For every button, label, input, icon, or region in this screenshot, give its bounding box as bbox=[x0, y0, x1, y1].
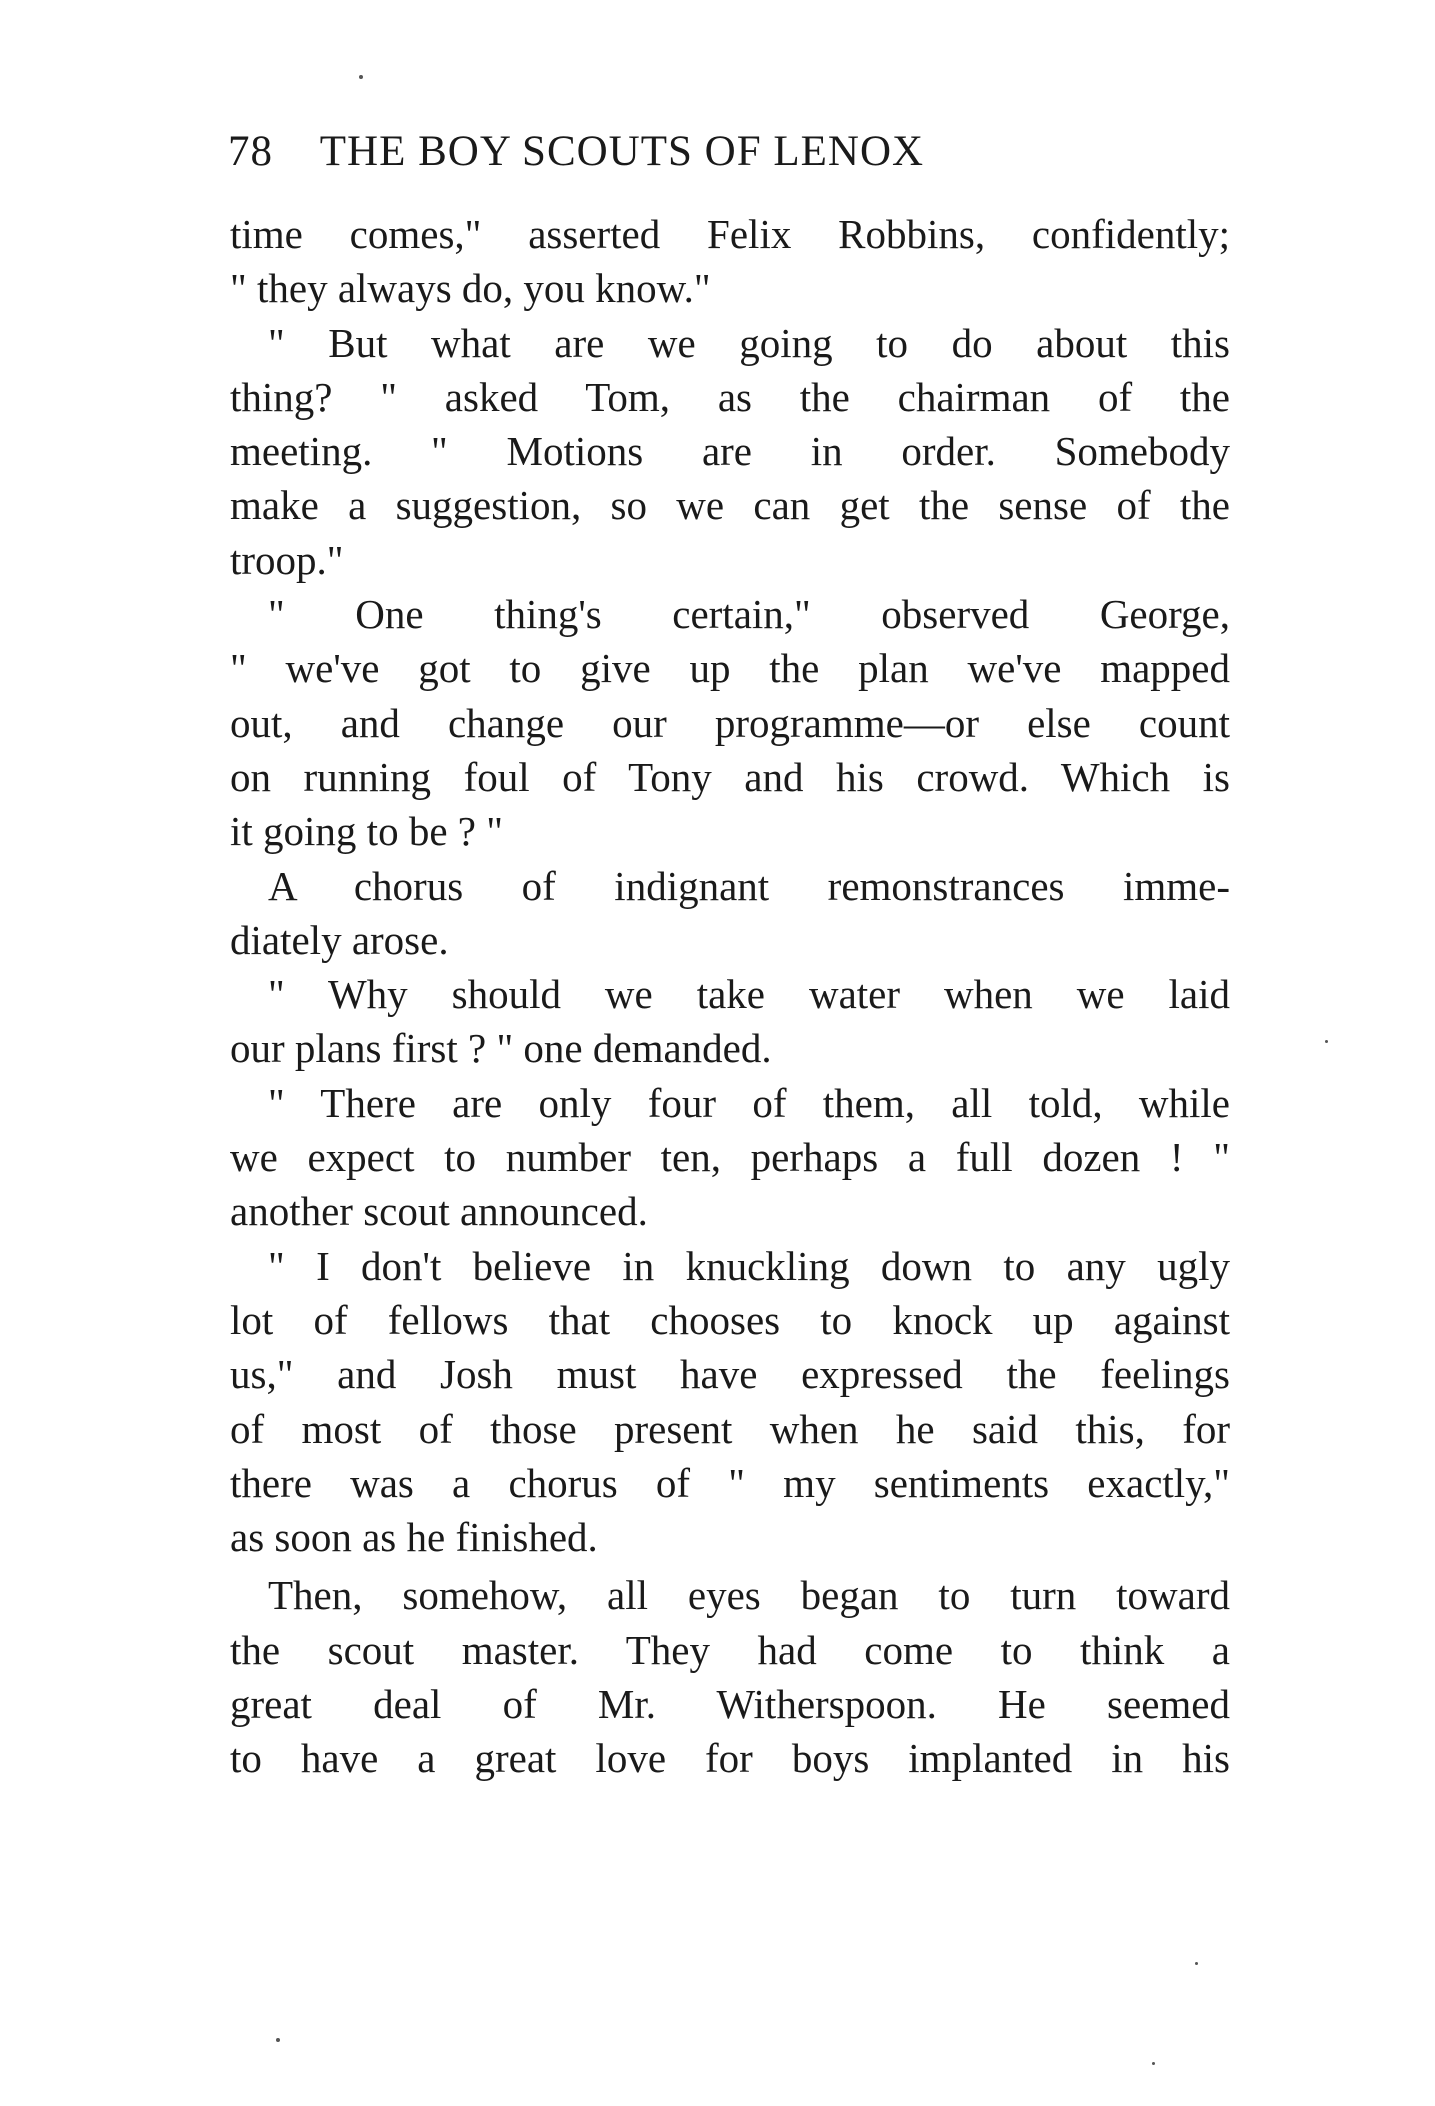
scan-speck bbox=[1325, 1040, 1328, 1043]
text-line: " There are only four of them, all told, while bbox=[268, 1079, 1230, 1126]
text-line: on running foul of Tony and his crowd. Which is bbox=[230, 753, 1230, 800]
text-line: " I don't believe in knuckling down to any ugly bbox=[268, 1242, 1230, 1289]
scan-speck bbox=[276, 2038, 280, 2042]
scan-speck bbox=[1152, 2062, 1155, 2065]
text-line: there was a chorus of " my sentiments exactly," bbox=[230, 1459, 1230, 1506]
text-line: thing? " asked Tom, as the chairman of the bbox=[230, 373, 1230, 420]
text-line: diately arose. bbox=[230, 916, 449, 963]
text-line: it going to be ? " bbox=[230, 808, 503, 855]
running-head bbox=[228, 122, 1248, 182]
scan-speck bbox=[359, 75, 363, 79]
text-line: A chorus of indignant remonstrances imme- bbox=[268, 862, 1230, 909]
text-line: as soon as he finished. bbox=[230, 1514, 598, 1561]
text-line: of most of those present when he said this, for bbox=[230, 1405, 1230, 1452]
text-line: us," and Josh must have expressed the feelings bbox=[230, 1351, 1230, 1398]
text-line: our plans first ? " one demanded. bbox=[230, 1025, 772, 1072]
text-line: the scout master. They had come to think a bbox=[230, 1626, 1230, 1673]
text-line: time comes," asserted Felix Robbins, confidently; bbox=[230, 211, 1230, 257]
text-line: another scout announced. bbox=[230, 1188, 648, 1235]
text-line: great deal of Mr. Witherspoon. He seemed bbox=[230, 1681, 1230, 1728]
text-line: " we've got to give up the plan we've mapped bbox=[230, 645, 1230, 692]
text-line: meeting. " Motions are in order. Somebody bbox=[230, 428, 1230, 475]
text-line: " But what are we going to do about this bbox=[268, 319, 1230, 366]
text-line: to have a great love for boys implanted in his bbox=[230, 1735, 1230, 1782]
text-line: make a suggestion, so we can get the sense of the bbox=[230, 482, 1230, 529]
text-line: lot of fellows that chooses to knock up against bbox=[230, 1296, 1230, 1343]
text-line: Then, somehow, all eyes began to turn toward bbox=[268, 1572, 1230, 1619]
running-title: THE BOY SCOUTS OF LENOX bbox=[319, 128, 925, 175]
text-line: troop." bbox=[230, 536, 344, 583]
text-line: we expect to number ten, perhaps a full dozen ! " bbox=[230, 1134, 1230, 1181]
scan-speck bbox=[1195, 1962, 1198, 1965]
page-number: 78 bbox=[228, 128, 273, 175]
text-line: " they always do, you know." bbox=[230, 265, 711, 312]
text-line: out, and change our programme—or else count bbox=[230, 699, 1230, 746]
body-text bbox=[230, 207, 1230, 1786]
text-line: " One thing's certain," observed George, bbox=[268, 591, 1230, 638]
text-line: " Why should we take water when we laid bbox=[268, 971, 1230, 1018]
